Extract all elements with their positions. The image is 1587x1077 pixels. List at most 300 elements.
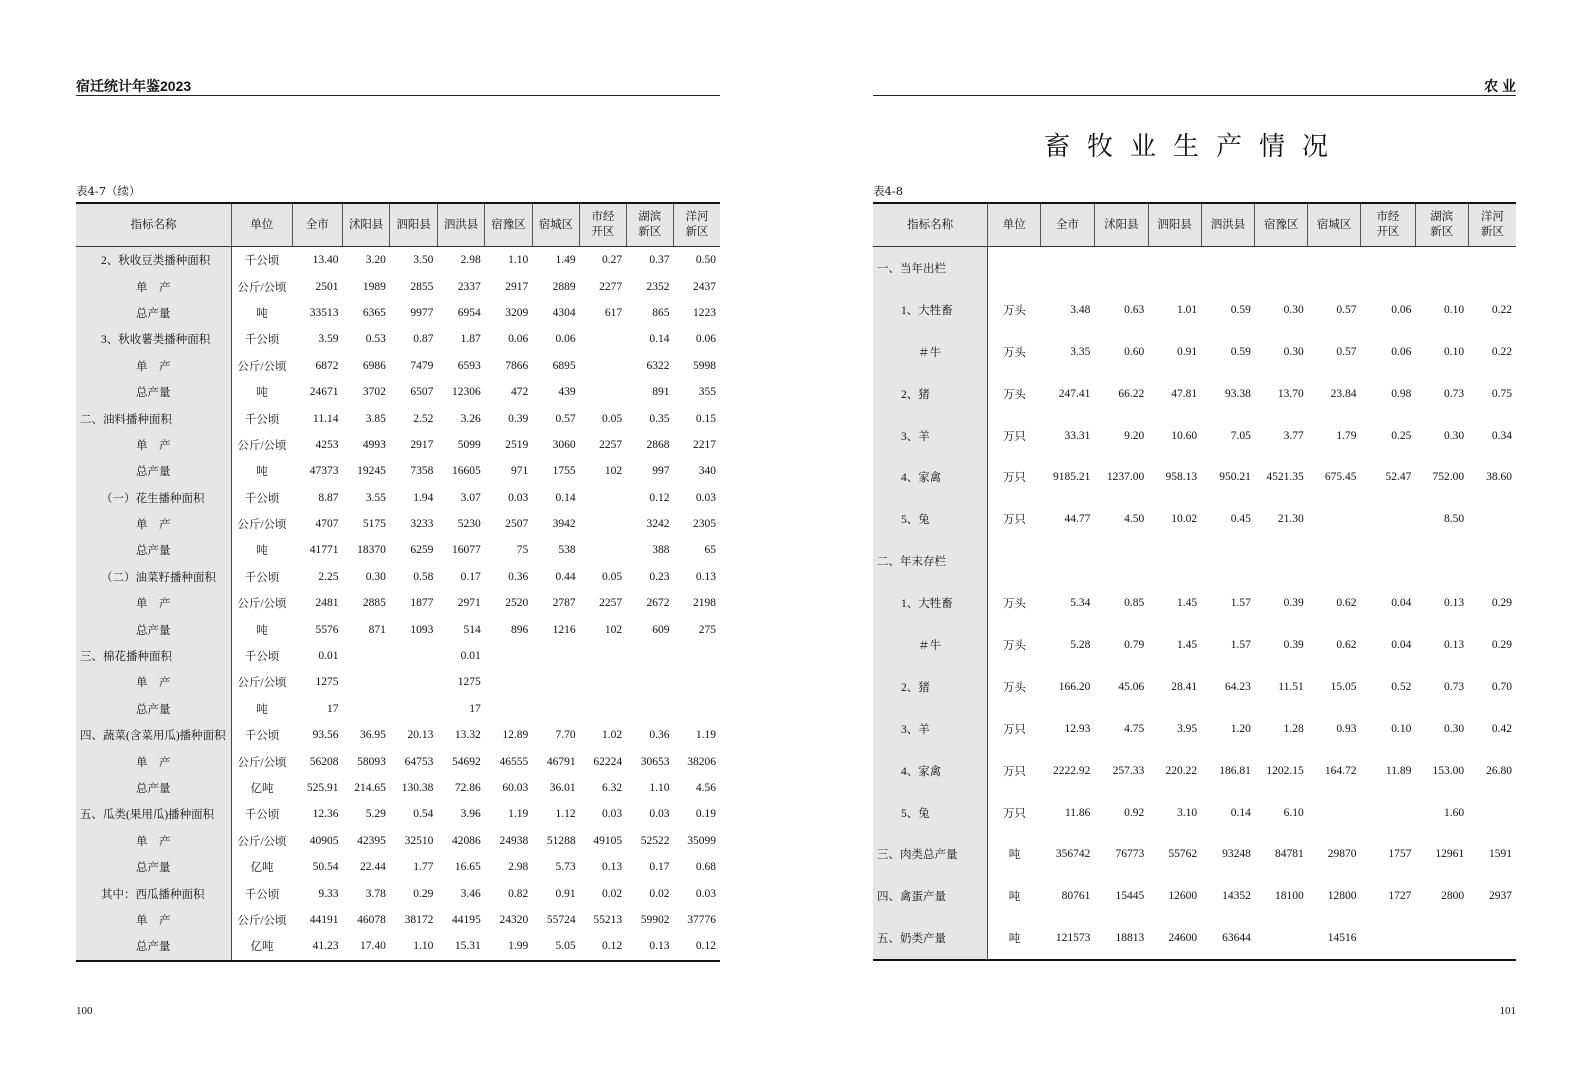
value-cell: 5099 — [457, 438, 481, 451]
value-cell: 9185.21 — [1053, 471, 1091, 484]
value-cell: 12961 — [1435, 848, 1465, 861]
value-cell: 18100 — [1274, 890, 1304, 903]
value-cell: 958.13 — [1165, 471, 1198, 484]
value-cell: 13.70 — [1277, 387, 1304, 400]
value-cell: 3.96 — [460, 808, 481, 821]
column-header: 沭阳县 — [1094, 203, 1148, 247]
section-title: 畜牧业生产情况 — [1043, 132, 1345, 162]
value-cell: 0.73 — [1444, 387, 1465, 400]
value-cell: 0.03 — [601, 808, 623, 821]
value-cell: 5.29 — [365, 808, 386, 821]
row-label: 4、家禽 — [873, 456, 988, 498]
value-cell: 1.87 — [460, 333, 481, 346]
unit-cell: 公斤/公顷 — [237, 281, 287, 294]
value-cell: 2352 — [646, 280, 670, 293]
value-cell: 1.94 — [413, 491, 434, 504]
table-row — [76, 801, 720, 827]
value-cell: 0.03 — [649, 808, 670, 821]
value-cell: 2.98 — [508, 861, 529, 874]
table-row — [76, 300, 720, 326]
value-cell: 0.62 — [1336, 638, 1357, 651]
value-cell: 22.44 — [360, 861, 386, 874]
value-cell — [532, 643, 579, 669]
unit-cell: 公斤/公顷 — [237, 677, 287, 690]
table-row — [873, 498, 1516, 540]
value-cell: 2672 — [646, 597, 670, 610]
value-cell: 0.39 — [508, 412, 529, 425]
value-cell: 5998 — [693, 359, 716, 372]
table-row — [76, 564, 720, 590]
value-cell: 52.47 — [1385, 471, 1412, 484]
value-cell: 6.32 — [601, 782, 623, 794]
value-cell: 388 — [652, 544, 670, 557]
value-cell — [1308, 792, 1361, 834]
value-cell: 0.60 — [1124, 345, 1145, 358]
unit-cell — [988, 540, 1041, 582]
value-cell: 18370 — [357, 544, 386, 557]
value-cell: 0.39 — [1283, 638, 1304, 651]
value-cell — [342, 643, 389, 669]
value-cell — [580, 669, 626, 695]
value-cell: 50.54 — [312, 861, 339, 874]
row-label: 单 产 — [76, 273, 231, 299]
table-row — [873, 750, 1516, 792]
table-row — [76, 590, 720, 616]
column-header: 宿城区 — [532, 203, 579, 247]
value-cell: 18813 — [1115, 932, 1145, 945]
table-row — [873, 708, 1516, 750]
value-cell: 130.38 — [401, 782, 434, 794]
table-row — [873, 875, 1516, 917]
value-cell: 33.31 — [1064, 429, 1091, 442]
value-cell: 0.75 — [1491, 387, 1512, 400]
value-cell: 64.23 — [1225, 680, 1251, 693]
value-cell: 16077 — [452, 544, 481, 557]
column-header: 泗洪县 — [437, 203, 484, 247]
value-cell: 32510 — [404, 834, 434, 847]
unit-cell: 千公顷 — [244, 492, 280, 505]
value-cell: 55213 — [593, 913, 623, 926]
value-cell: 0.36 — [649, 729, 670, 742]
row-label: 一、当年出栏 — [873, 247, 988, 289]
value-cell: 220.22 — [1165, 764, 1198, 777]
value-cell: 11.89 — [1385, 764, 1412, 777]
table-row — [873, 833, 1516, 875]
value-cell: 1.20 — [1230, 722, 1251, 735]
value-cell: 38.60 — [1486, 471, 1512, 484]
value-cell — [1148, 540, 1201, 582]
unit-cell: 吨 — [1008, 933, 1021, 946]
value-cell: 42395 — [357, 834, 386, 847]
value-cell: 4.75 — [1124, 722, 1145, 735]
table-row — [76, 907, 720, 933]
value-cell: 2222.92 — [1053, 764, 1091, 777]
table-row — [873, 247, 1516, 289]
table-row — [873, 331, 1516, 373]
value-cell: 0.12 — [649, 491, 670, 504]
table-row — [76, 669, 720, 695]
column-header: 泗洪县 — [1201, 203, 1255, 247]
unit-cell: 万只 — [1002, 765, 1026, 778]
value-cell — [1361, 917, 1416, 960]
value-cell — [674, 669, 720, 695]
value-cell: 46791 — [546, 755, 576, 768]
column-header: 指标名称 — [873, 203, 988, 247]
value-cell: 3060 — [552, 438, 576, 451]
value-cell: 1.45 — [1176, 597, 1198, 610]
value-cell: 3942 — [552, 518, 576, 531]
value-cell: 6986 — [362, 359, 386, 372]
value-cell: 0.06 — [1391, 303, 1412, 316]
unit-cell: 千公顷 — [244, 334, 280, 347]
table-row — [76, 643, 720, 669]
value-cell: 153.00 — [1432, 764, 1465, 777]
value-cell: 0.23 — [649, 570, 670, 583]
value-cell: 17.40 — [360, 940, 386, 953]
value-cell: 29870 — [1327, 848, 1357, 861]
table-row — [76, 854, 720, 880]
value-cell: 2337 — [457, 280, 481, 293]
value-cell: 10.60 — [1171, 429, 1198, 442]
value-cell: 3702 — [362, 386, 386, 399]
value-cell: 0.57 — [1336, 303, 1357, 316]
table-row — [76, 722, 720, 748]
value-cell: 752.00 — [1432, 471, 1465, 484]
value-cell: 5.34 — [1070, 597, 1091, 610]
value-cell: 0.03 — [508, 491, 529, 504]
column-header: 宿豫区 — [1255, 203, 1308, 247]
value-cell: 40905 — [309, 834, 339, 847]
value-cell: 93.56 — [312, 729, 339, 742]
value-cell — [1361, 540, 1416, 582]
value-cell: 13.40 — [312, 254, 339, 267]
table-row — [76, 353, 720, 379]
value-cell: 6954 — [457, 306, 481, 319]
unit-cell: 公斤/公顷 — [237, 439, 287, 452]
value-cell — [390, 669, 437, 695]
value-cell: 1727 — [1388, 890, 1412, 903]
table-row — [873, 456, 1516, 498]
value-cell — [1468, 540, 1516, 582]
value-cell — [1201, 247, 1255, 289]
unit-cell: 万头 — [1002, 346, 1026, 359]
value-cell: 0.91 — [1176, 345, 1198, 358]
value-cell: 6259 — [410, 544, 434, 557]
value-cell: 6322 — [646, 359, 670, 372]
column-header: 湖滨 新区 — [626, 203, 673, 247]
value-cell: 7.70 — [555, 729, 576, 742]
value-cell: 3.59 — [318, 333, 339, 346]
value-cell: 0.29 — [1491, 597, 1512, 610]
unit-cell: 亿吨 — [250, 862, 274, 875]
crop-table — [76, 202, 720, 962]
value-cell: 55762 — [1168, 848, 1198, 861]
value-cell: 0.13 — [649, 940, 670, 953]
value-cell — [1308, 498, 1361, 540]
value-cell: 24320 — [499, 913, 529, 926]
value-cell: 12306 — [452, 386, 481, 399]
value-cell: 2800 — [1441, 890, 1465, 903]
value-cell: 2305 — [693, 518, 716, 531]
value-cell: 42086 — [452, 834, 481, 847]
value-cell: 1223 — [693, 306, 716, 319]
value-cell — [1255, 540, 1308, 582]
value-cell: 4993 — [362, 438, 386, 451]
value-cell: 1.49 — [555, 254, 576, 267]
value-cell: 8.50 — [1444, 513, 1465, 526]
unit-cell: 吨 — [256, 624, 268, 637]
value-cell: 19245 — [357, 465, 386, 478]
table-row — [76, 432, 720, 458]
value-cell: 33513 — [309, 306, 339, 319]
value-cell: 0.63 — [1124, 303, 1145, 316]
table-row — [873, 666, 1516, 708]
table-row — [873, 917, 1516, 960]
value-cell: 2257 — [599, 438, 623, 451]
table-row — [76, 775, 720, 801]
value-cell: 0.45 — [1230, 513, 1251, 526]
value-cell: 45.06 — [1118, 680, 1145, 693]
unit-cell: 吨 — [256, 466, 268, 479]
value-cell: 3.07 — [460, 491, 481, 504]
value-cell: 4304 — [552, 306, 576, 319]
value-cell: 0.17 — [649, 861, 670, 874]
row-label: 单 产 — [76, 432, 231, 458]
row-label: 1、大牲畜 — [873, 582, 988, 624]
table-header-row — [76, 203, 720, 247]
value-cell — [342, 669, 389, 695]
value-cell: 0.42 — [1491, 722, 1512, 735]
value-cell: 15.05 — [1330, 680, 1357, 693]
value-cell: 3.48 — [1070, 303, 1091, 316]
value-cell: 41.23 — [312, 940, 339, 953]
value-cell: 257.33 — [1112, 764, 1145, 777]
value-cell — [342, 696, 389, 722]
row-label: 二、年末存栏 — [873, 540, 988, 582]
row-label: 单 产 — [76, 828, 231, 854]
value-cell: 2277 — [599, 280, 623, 293]
value-cell: 950.21 — [1219, 471, 1251, 484]
value-cell: 54692 — [452, 755, 481, 768]
column-header: 单位 — [231, 203, 292, 247]
value-cell: 2855 — [410, 280, 434, 293]
row-label: （二）油菜籽播种面积 — [76, 564, 231, 590]
row-label: 总产量 — [76, 775, 231, 801]
value-cell: 0.25 — [1391, 429, 1412, 442]
value-cell: 0.06 — [1391, 345, 1412, 358]
value-cell: 166.20 — [1058, 680, 1091, 693]
row-label: 单 产 — [76, 511, 231, 537]
value-cell — [1361, 792, 1416, 834]
row-label: 四、禽蛋产量 — [873, 875, 988, 917]
value-cell: 80761 — [1061, 890, 1091, 903]
column-header: 宿城区 — [1308, 203, 1361, 247]
value-cell — [674, 696, 720, 722]
value-cell: 47373 — [309, 465, 339, 478]
value-cell: 5.05 — [555, 940, 576, 953]
value-cell: 0.04 — [1391, 638, 1412, 651]
row-label: 单 产 — [76, 907, 231, 933]
value-cell: 1989 — [362, 280, 386, 293]
value-cell — [1255, 917, 1308, 960]
value-cell: 0.73 — [1444, 680, 1465, 693]
value-cell: 1202.15 — [1266, 764, 1304, 777]
value-cell: 0.50 — [695, 254, 716, 267]
value-cell: 16.65 — [454, 861, 481, 874]
value-cell: 0.52 — [1391, 680, 1412, 693]
value-cell: 0.29 — [413, 887, 434, 900]
value-cell: 12.36 — [312, 808, 339, 821]
value-cell — [485, 696, 532, 722]
value-cell: 63644 — [1222, 932, 1251, 945]
table-row — [76, 273, 720, 299]
value-cell: 9.33 — [318, 887, 339, 900]
column-header: 泗阳县 — [390, 203, 437, 247]
value-cell: 4.56 — [695, 782, 716, 794]
unit-cell: 吨 — [256, 703, 268, 716]
value-cell: 93248 — [1222, 848, 1251, 861]
value-cell: 6593 — [457, 359, 481, 372]
value-cell: 3209 — [505, 306, 529, 319]
value-cell: 164.72 — [1324, 764, 1357, 777]
value-cell: 10.02 — [1171, 513, 1198, 526]
row-label: 3、秋收薯类播种面积 — [76, 326, 231, 352]
value-cell: 72.86 — [454, 782, 481, 794]
value-cell — [580, 353, 626, 379]
value-cell: 0.70 — [1491, 680, 1512, 693]
value-cell — [1468, 498, 1516, 540]
value-cell: 1.99 — [508, 940, 529, 953]
value-cell: 871 — [368, 623, 386, 636]
value-cell: 186.81 — [1219, 764, 1251, 777]
value-cell: 2520 — [505, 597, 529, 610]
value-cell: 0.30 — [1444, 429, 1465, 442]
value-cell: 2885 — [362, 597, 386, 610]
row-label: 2、猪 — [873, 373, 988, 415]
value-cell: 0.44 — [555, 570, 576, 583]
value-cell: 1.57 — [1230, 597, 1251, 610]
row-label: 其中：西瓜播种面积 — [76, 880, 231, 906]
row-label: ＃牛 — [873, 624, 988, 666]
value-cell: 36.01 — [549, 782, 576, 794]
value-cell: 1.19 — [695, 729, 716, 742]
unit-cell: 千公顷 — [244, 809, 280, 822]
value-cell — [532, 696, 579, 722]
value-cell: 3.55 — [365, 491, 386, 504]
value-cell: 0.10 — [1444, 303, 1465, 316]
value-cell: 0.13 — [695, 570, 716, 583]
value-cell: 16605 — [452, 465, 481, 478]
value-cell: 12.93 — [1064, 722, 1091, 735]
value-cell — [1148, 247, 1201, 289]
value-cell — [485, 669, 532, 695]
value-cell: 49105 — [593, 834, 623, 847]
value-cell: 4707 — [315, 518, 339, 531]
value-cell: 93.38 — [1225, 387, 1251, 400]
value-cell: 46555 — [499, 755, 529, 768]
row-label: 4、家禽 — [873, 750, 988, 792]
value-cell: 3.85 — [365, 412, 386, 425]
value-cell: 0.68 — [695, 861, 716, 874]
page-number-right: 101 — [1499, 1005, 1516, 1017]
value-cell: 3.35 — [1070, 345, 1091, 358]
value-cell: 0.98 — [1391, 387, 1412, 400]
value-cell: 214.65 — [354, 782, 386, 794]
value-cell — [1094, 247, 1148, 289]
value-cell: 472 — [510, 386, 529, 399]
column-header: 全市 — [1041, 203, 1095, 247]
table-row — [873, 792, 1516, 834]
value-cell: 0.03 — [695, 887, 716, 900]
row-label: 总产量 — [76, 537, 231, 563]
column-header: 市经 开区 — [580, 203, 626, 247]
value-cell: 15445 — [1115, 890, 1145, 903]
table-row — [76, 326, 720, 352]
value-cell: 6507 — [410, 386, 434, 399]
value-cell: 0.54 — [413, 808, 434, 821]
value-cell: 3.46 — [460, 887, 481, 900]
unit-cell: 亿吨 — [250, 941, 274, 954]
value-cell: 0.02 — [649, 887, 670, 900]
value-cell — [485, 643, 532, 669]
row-label: 五、奶类产量 — [873, 917, 988, 960]
unit-cell: 万头 — [1002, 639, 1026, 652]
value-cell — [1041, 247, 1095, 289]
unit-cell: 公斤/公顷 — [237, 835, 287, 848]
value-cell: 2501 — [315, 280, 339, 293]
value-cell: 44191 — [309, 913, 339, 926]
value-cell: 28.41 — [1171, 680, 1198, 693]
value-cell: 0.22 — [1491, 345, 1512, 358]
value-cell — [390, 643, 437, 669]
value-cell: 102 — [604, 623, 623, 636]
value-cell: 1275 — [457, 676, 481, 689]
column-header: 全市 — [292, 203, 342, 247]
unit-cell — [988, 247, 1041, 289]
value-cell: 0.34 — [1491, 429, 1512, 442]
unit-cell: 万头 — [1002, 388, 1026, 401]
value-cell — [1415, 917, 1468, 960]
value-cell: 0.04 — [1391, 597, 1412, 610]
value-cell: 1.57 — [1230, 638, 1251, 651]
value-cell — [1255, 247, 1308, 289]
value-cell: 0.57 — [555, 412, 576, 425]
value-cell: 41771 — [309, 544, 339, 557]
table-row — [76, 537, 720, 563]
value-cell: 0.82 — [508, 887, 529, 900]
value-cell: 0.92 — [1124, 806, 1145, 819]
value-cell: 12.89 — [502, 729, 529, 742]
value-cell — [580, 379, 626, 405]
value-cell: 1.28 — [1283, 722, 1304, 735]
value-cell: 24938 — [499, 834, 529, 847]
value-cell: 0.30 — [1444, 722, 1465, 735]
value-cell — [1041, 540, 1095, 582]
value-cell: 0.12 — [601, 940, 623, 953]
value-cell: 5230 — [457, 518, 481, 531]
value-cell: 6895 — [552, 359, 576, 372]
table-header-row — [873, 203, 1516, 247]
value-cell: 11.86 — [1064, 806, 1091, 819]
value-cell: 7479 — [410, 359, 434, 372]
value-cell — [390, 696, 437, 722]
value-cell: 0.53 — [365, 333, 386, 346]
value-cell: 9977 — [410, 306, 434, 319]
value-cell: 12600 — [1168, 890, 1198, 903]
value-cell: 52522 — [640, 834, 670, 847]
value-cell: 2889 — [552, 280, 576, 293]
value-cell: 0.30 — [1283, 303, 1304, 316]
